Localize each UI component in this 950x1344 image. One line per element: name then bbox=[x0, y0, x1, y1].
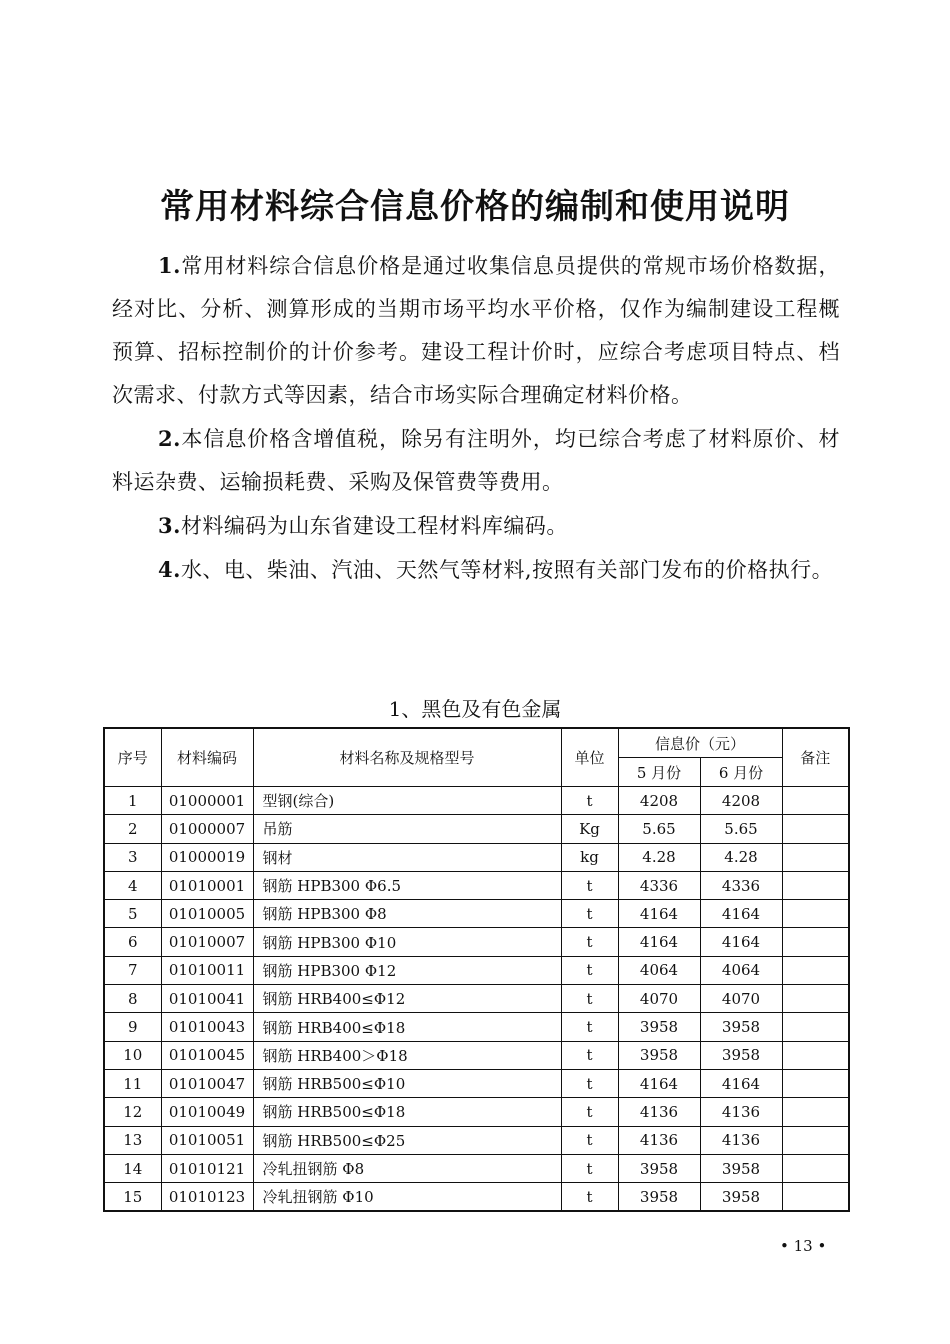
cell-code: 01000019 bbox=[161, 843, 253, 871]
cell-unit: t bbox=[561, 1098, 618, 1126]
cell-name: 钢筋 HRB400≤Φ18 bbox=[253, 1013, 561, 1041]
cell-unit: t bbox=[561, 985, 618, 1013]
note-3 bbox=[112, 504, 840, 548]
header-name: 材料名称及规格型号 bbox=[253, 728, 561, 787]
cell-name: 冷轧扭钢筋 Φ10 bbox=[253, 1183, 561, 1212]
cell-unit: t bbox=[561, 1041, 618, 1069]
price-table bbox=[103, 727, 850, 1212]
cell-price-may: 4070 bbox=[618, 985, 700, 1013]
note-4 bbox=[112, 548, 840, 592]
note-text: 水、电、柴油、汽油、天然气等材料,按照有关部门发布的价格执行。 bbox=[180, 558, 834, 582]
cell-name: 钢筋 HRB500≤Φ25 bbox=[253, 1126, 561, 1154]
cell-name: 型钢(综合) bbox=[253, 787, 561, 815]
document-title: 常用材料综合信息价格的编制和使用说明 bbox=[160, 186, 790, 227]
note-number: 1. bbox=[158, 253, 181, 278]
cell-price-may: 4164 bbox=[618, 928, 700, 956]
cell-price-june: 3958 bbox=[700, 1013, 782, 1041]
table-row bbox=[104, 1013, 849, 1041]
table-row bbox=[104, 900, 849, 928]
table-row bbox=[104, 1041, 849, 1069]
table-header-row bbox=[104, 728, 849, 758]
cell-price-june: 4136 bbox=[700, 1098, 782, 1126]
cell-price-june: 3958 bbox=[700, 1154, 782, 1182]
cell-seq: 11 bbox=[104, 1069, 161, 1097]
cell-price-june: 4208 bbox=[700, 787, 782, 815]
cell-seq: 3 bbox=[104, 843, 161, 871]
cell-unit: t bbox=[561, 1183, 618, 1212]
table-row bbox=[104, 843, 849, 871]
header-code: 材料编码 bbox=[161, 728, 253, 787]
note-text: 本信息价格含增值税，除另有注明外，均已综合考虑了材料原价、材料运杂费、运输损耗费、采购及保管费等费用。 bbox=[112, 427, 840, 494]
cell-remark bbox=[782, 871, 849, 899]
cell-price-may: 4164 bbox=[618, 900, 700, 928]
cell-code: 01000007 bbox=[161, 815, 253, 843]
note-number: 3. bbox=[158, 513, 181, 538]
header-unit: 单位 bbox=[561, 728, 618, 787]
cell-price-june: 4070 bbox=[700, 985, 782, 1013]
cell-seq: 7 bbox=[104, 956, 161, 984]
header-seq: 序号 bbox=[104, 728, 161, 787]
cell-name: 钢筋 HRB400＞Φ18 bbox=[253, 1041, 561, 1069]
note-number: 4. bbox=[158, 557, 181, 582]
cell-code: 01010011 bbox=[161, 956, 253, 984]
cell-remark bbox=[782, 900, 849, 928]
note-text: 材料编码为山东省建设工程材料库编码。 bbox=[180, 514, 568, 538]
cell-code: 01010049 bbox=[161, 1098, 253, 1126]
cell-remark bbox=[782, 1126, 849, 1154]
cell-code: 01000001 bbox=[161, 787, 253, 815]
cell-code: 01010005 bbox=[161, 900, 253, 928]
cell-name: 钢材 bbox=[253, 843, 561, 871]
cell-code: 01010121 bbox=[161, 1154, 253, 1182]
section-title: 1、黑色及有色金属 bbox=[388, 697, 562, 721]
cell-price-may: 3958 bbox=[618, 1183, 700, 1212]
cell-price-june: 4136 bbox=[700, 1126, 782, 1154]
cell-remark bbox=[782, 1013, 849, 1041]
cell-seq: 6 bbox=[104, 928, 161, 956]
cell-name: 钢筋 HPB300 Φ10 bbox=[253, 928, 561, 956]
cell-seq: 1 bbox=[104, 787, 161, 815]
cell-code: 01010043 bbox=[161, 1013, 253, 1041]
cell-unit: t bbox=[561, 956, 618, 984]
cell-code: 01010001 bbox=[161, 871, 253, 899]
cell-seq: 12 bbox=[104, 1098, 161, 1126]
cell-price-june: 4064 bbox=[700, 956, 782, 984]
cell-price-june: 4164 bbox=[700, 900, 782, 928]
cell-unit: t bbox=[561, 900, 618, 928]
table-row bbox=[104, 956, 849, 984]
table-row bbox=[104, 1069, 849, 1097]
cell-seq: 10 bbox=[104, 1041, 161, 1069]
cell-remark bbox=[782, 787, 849, 815]
cell-price-may: 4336 bbox=[618, 871, 700, 899]
cell-price-june: 4.28 bbox=[700, 843, 782, 871]
cell-price-may: 4064 bbox=[618, 956, 700, 984]
cell-seq: 15 bbox=[104, 1183, 161, 1212]
cell-code: 01010051 bbox=[161, 1126, 253, 1154]
cell-name: 钢筋 HPB300 Φ12 bbox=[253, 956, 561, 984]
table-row bbox=[104, 985, 849, 1013]
cell-remark bbox=[782, 956, 849, 984]
cell-price-june: 3958 bbox=[700, 1183, 782, 1212]
cell-price-june: 4336 bbox=[700, 871, 782, 899]
cell-price-june: 4164 bbox=[700, 1069, 782, 1097]
table-row bbox=[104, 815, 849, 843]
cell-unit: t bbox=[561, 1126, 618, 1154]
note-1 bbox=[112, 244, 840, 417]
cell-name: 钢筋 HRB500≤Φ18 bbox=[253, 1098, 561, 1126]
table-row bbox=[104, 787, 849, 815]
usage-notes bbox=[112, 244, 840, 592]
note-text: 常用材料综合信息价格是通过收集信息员提供的常规市场价格数据，经对比、分析、测算形成的当期市场平均水平价格，仅作为编制建设工程概预算、招标控制价的计价参考。建设工程计价时，应综合考虑项目特点、档次需求、付款方式等因素，结合市场实际合理确定材料价格。 bbox=[112, 254, 840, 407]
table-row bbox=[104, 928, 849, 956]
note-number: 2. bbox=[158, 426, 181, 451]
cell-unit: kg bbox=[561, 843, 618, 871]
cell-price-may: 4164 bbox=[618, 1069, 700, 1097]
cell-remark bbox=[782, 985, 849, 1013]
cell-unit: t bbox=[561, 871, 618, 899]
cell-unit: Kg bbox=[561, 815, 618, 843]
cell-unit: t bbox=[561, 928, 618, 956]
cell-unit: t bbox=[561, 1069, 618, 1097]
cell-unit: t bbox=[561, 787, 618, 815]
cell-price-june: 3958 bbox=[700, 1041, 782, 1069]
cell-name: 吊筋 bbox=[253, 815, 561, 843]
cell-price-may: 3958 bbox=[618, 1041, 700, 1069]
cell-remark bbox=[782, 1098, 849, 1126]
cell-remark bbox=[782, 1041, 849, 1069]
cell-remark bbox=[782, 843, 849, 871]
cell-price-june: 4164 bbox=[700, 928, 782, 956]
cell-seq: 14 bbox=[104, 1154, 161, 1182]
cell-price-may: 3958 bbox=[618, 1013, 700, 1041]
header-price: 信息价（元） bbox=[618, 728, 782, 758]
table-row bbox=[104, 1154, 849, 1182]
cell-code: 01010045 bbox=[161, 1041, 253, 1069]
header-june: 6 月份 bbox=[700, 758, 782, 787]
header-may: 5 月份 bbox=[618, 758, 700, 787]
cell-remark bbox=[782, 1183, 849, 1212]
cell-remark bbox=[782, 1154, 849, 1182]
cell-seq: 9 bbox=[104, 1013, 161, 1041]
cell-price-may: 4.28 bbox=[618, 843, 700, 871]
cell-name: 冷轧扭钢筋 Φ8 bbox=[253, 1154, 561, 1182]
cell-seq: 4 bbox=[104, 871, 161, 899]
page-number: • 13 • bbox=[780, 1237, 827, 1255]
cell-code: 01010123 bbox=[161, 1183, 253, 1212]
cell-price-may: 4136 bbox=[618, 1126, 700, 1154]
cell-remark bbox=[782, 928, 849, 956]
table-row bbox=[104, 1183, 849, 1212]
table-row bbox=[104, 1098, 849, 1126]
table-row bbox=[104, 1126, 849, 1154]
cell-price-may: 4136 bbox=[618, 1098, 700, 1126]
cell-remark bbox=[782, 1069, 849, 1097]
table-body bbox=[104, 787, 849, 1212]
cell-seq: 13 bbox=[104, 1126, 161, 1154]
cell-name: 钢筋 HRB500≤Φ10 bbox=[253, 1069, 561, 1097]
cell-name: 钢筋 HPB300 Φ6.5 bbox=[253, 871, 561, 899]
table-row bbox=[104, 871, 849, 899]
cell-price-may: 3958 bbox=[618, 1154, 700, 1182]
cell-name: 钢筋 HPB300 Φ8 bbox=[253, 900, 561, 928]
cell-unit: t bbox=[561, 1013, 618, 1041]
cell-code: 01010041 bbox=[161, 985, 253, 1013]
cell-price-june: 5.65 bbox=[700, 815, 782, 843]
cell-unit: t bbox=[561, 1154, 618, 1182]
note-2 bbox=[112, 417, 840, 504]
cell-remark bbox=[782, 815, 849, 843]
cell-seq: 2 bbox=[104, 815, 161, 843]
header-remark: 备注 bbox=[782, 728, 849, 787]
cell-price-may: 4208 bbox=[618, 787, 700, 815]
cell-seq: 5 bbox=[104, 900, 161, 928]
cell-name: 钢筋 HRB400≤Φ12 bbox=[253, 985, 561, 1013]
cell-code: 01010047 bbox=[161, 1069, 253, 1097]
cell-code: 01010007 bbox=[161, 928, 253, 956]
cell-seq: 8 bbox=[104, 985, 161, 1013]
cell-price-may: 5.65 bbox=[618, 815, 700, 843]
